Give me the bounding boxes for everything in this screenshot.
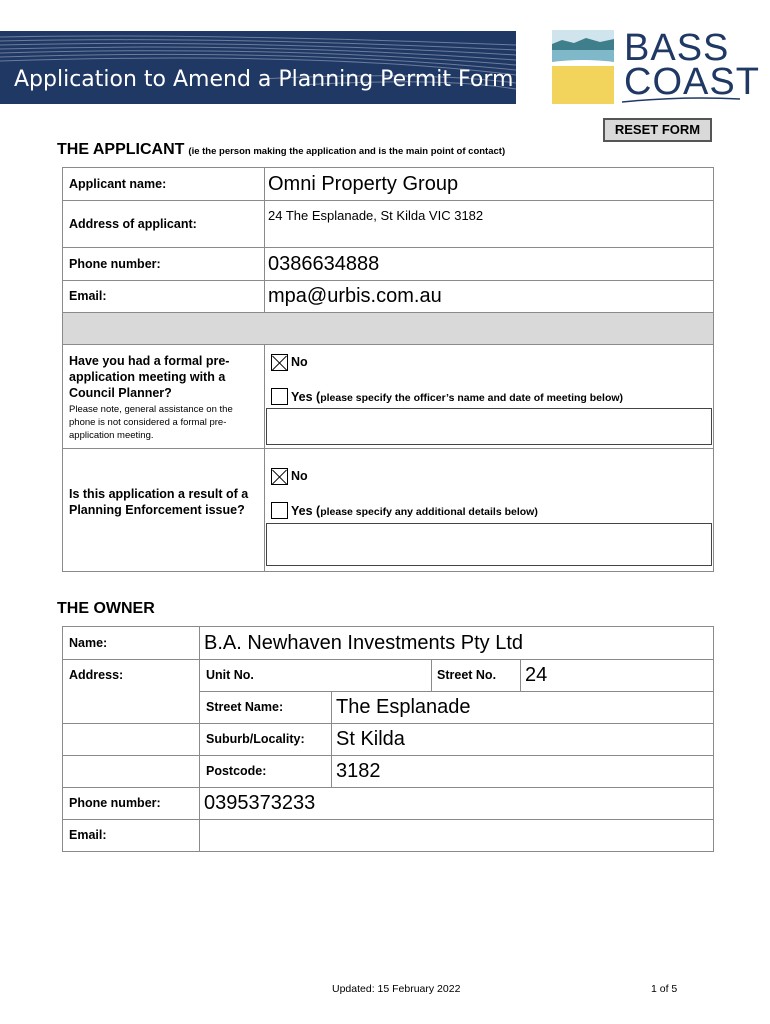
enforcement-details-field[interactable]	[266, 523, 712, 566]
pre-meeting-yes-checkbox[interactable]	[271, 388, 288, 405]
owner-suburb-field[interactable]: St Kilda	[336, 728, 405, 750]
applicant-name-label: Applicant name:	[69, 177, 167, 191]
owner-phone-label: Phone number:	[69, 796, 161, 810]
pre-meeting-no-checkbox[interactable]	[271, 354, 288, 371]
grey-separator-row	[63, 313, 713, 344]
footer-page-number: 1 of 5	[651, 983, 678, 995]
pre-meeting-yes-note: please specify the officer’s name and date of meeting below)	[320, 392, 624, 404]
applicant-email-label: Email:	[69, 289, 107, 303]
enforcement-no-label: No	[291, 469, 308, 483]
enforcement-no-checkbox[interactable]	[271, 468, 288, 485]
owner-postcode-label: Postcode:	[206, 764, 267, 778]
applicant-heading-note: (ie the person making the application and is the main point of contact)	[188, 146, 506, 157]
pre-meeting-details-field[interactable]	[266, 408, 712, 445]
enforcement-question: Is this application a result of a Planning Enforcement issue?	[69, 487, 249, 517]
applicant-phone-field[interactable]: 0386634888	[268, 253, 380, 275]
applicant-email-field[interactable]: mpa@urbis.com.au	[268, 285, 442, 307]
enforcement-yes-note: please specify any additional details below)	[320, 506, 538, 518]
enforcement-yes-text: Yes (	[291, 504, 321, 518]
owner-street-name-label: Street Name:	[206, 700, 284, 714]
applicant-name-field[interactable]: Omni Property Group	[268, 173, 459, 195]
pre-meeting-yes-label	[291, 390, 623, 404]
owner-phone-field[interactable]: 0395373233	[204, 792, 316, 814]
owner-email-label: Email:	[69, 828, 107, 842]
owner-name-field[interactable]: B.A. Newhaven Investments Pty Ltd	[204, 632, 524, 654]
owner-section-heading: THE OWNER	[57, 600, 155, 617]
logo-text-line1: BASS	[624, 27, 730, 69]
logo-text-line2: COAST	[624, 61, 760, 103]
applicant-phone-label: Phone number:	[69, 257, 161, 271]
pre-meeting-question: Have you had a formal pre-application meeting with a Council Planner?	[69, 354, 230, 400]
applicant-address-field[interactable]: 24 The Esplanade, St Kilda VIC 3182	[268, 208, 484, 223]
owner-suburb-label: Suburb/Locality:	[206, 732, 305, 746]
owner-address-label: Address:	[69, 668, 124, 682]
owner-postcode-field[interactable]: 3182	[336, 760, 381, 782]
pre-meeting-note: Please note, general assistance on the phone is not considered a formal pre-application meeting.	[69, 404, 233, 441]
applicant-heading-text: THE APPLICANT	[57, 141, 185, 158]
enforcement-yes-checkbox[interactable]	[271, 502, 288, 519]
footer-updated: Updated: 15 February 2022	[332, 983, 461, 995]
pre-meeting-yes-text: Yes (	[291, 390, 321, 404]
owner-name-label: Name:	[69, 636, 108, 650]
owner-street-name-field[interactable]: The Esplanade	[336, 696, 471, 718]
owner-unit-label: Unit No.	[206, 668, 254, 682]
reset-form-button[interactable]: RESET FORM	[603, 118, 712, 142]
enforcement-yes-label	[291, 504, 538, 518]
applicant-address-label: Address of applicant:	[69, 217, 197, 231]
owner-street-no-label: Street No.	[437, 668, 497, 682]
page-title: Application to Amend a Planning Permit Form	[14, 67, 514, 92]
pre-meeting-no-label: No	[291, 355, 308, 369]
owner-street-no-field[interactable]: 24	[525, 664, 548, 686]
